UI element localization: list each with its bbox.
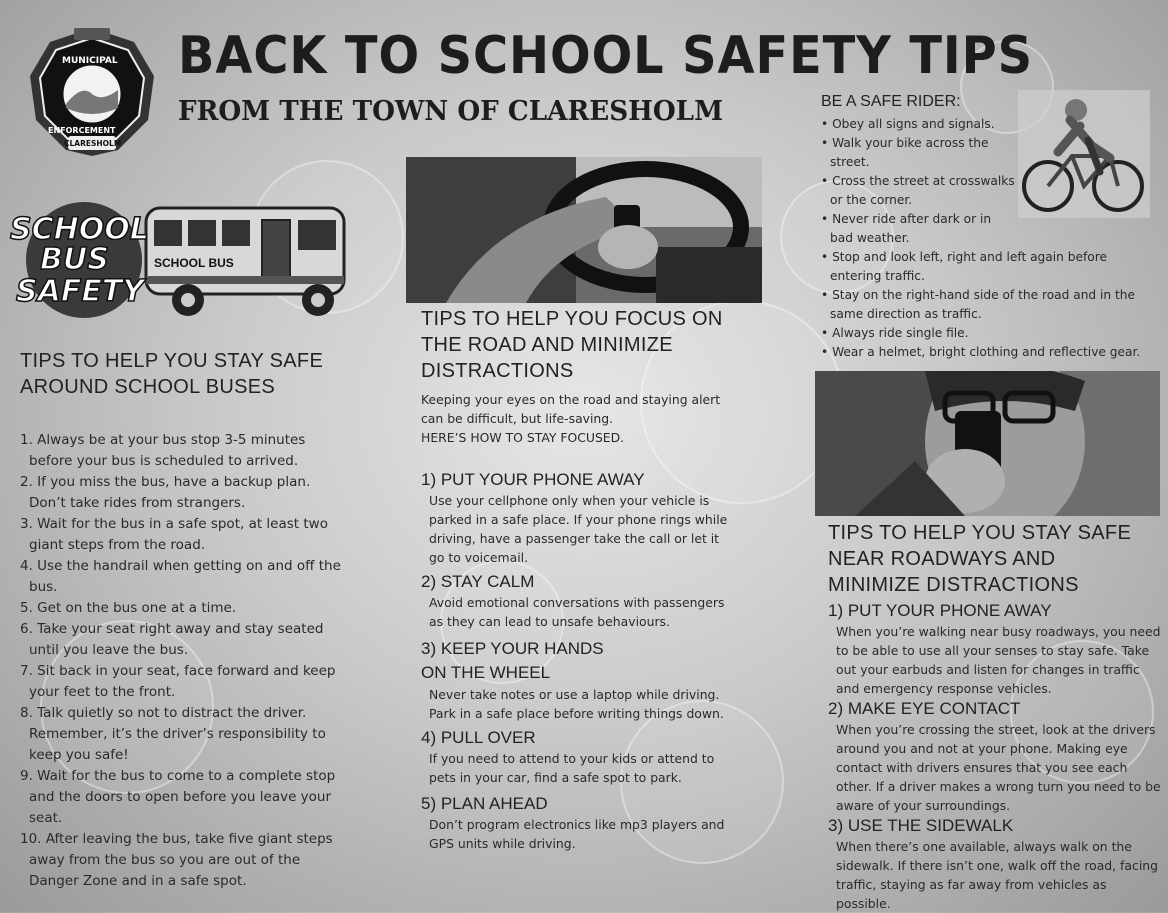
list-item: • Wear a helmet, bright clothing and reflective gear. (821, 345, 1141, 359)
bus-side-label: SCHOOL BUS (154, 256, 234, 270)
roadway-section-text: When you’re crossing the street, look at the drivers around you and not at your phone. Making eye contact with drivers ensures that you see each other. If a driver makes a wrong turn you need to be aware of your surroundings. (836, 722, 1161, 813)
crest-text-top: MUNICIPAL (62, 56, 118, 66)
list-item: 1. Always be at your bus stop 3-5 minutes before your bus is scheduled to arrived. (20, 432, 306, 469)
roadway-section-title: 2) MAKE EYE CONTACT (828, 699, 1021, 718)
list-item: 3. Wait for the bus in a safe spot, at least two giant steps from the road. (20, 516, 328, 553)
list-item: • Walk your bike across the street. (821, 136, 989, 169)
roadway-section-title: 1) PUT YOUR PHONE AWAY (828, 601, 1052, 620)
list-item: • Stop and look left, right and left again before entering traffic. (821, 250, 1107, 283)
focus-section-title: 1) PUT YOUR PHONE AWAY (421, 470, 645, 489)
list-item: • Always ride single file. (821, 326, 969, 340)
badge-line-bus: BUS (40, 242, 109, 277)
list-item: • Obey all signs and signals. (821, 117, 995, 131)
roadway-section-text: When there’s one available, always walk on the sidewalk. If there isn’t one, walk off the road, facing traffic, staying as far away from vehicles as possible. (836, 839, 1158, 911)
focus-tips-intro-caps: HERE’S HOW TO STAY FOCUSED. (421, 430, 625, 445)
focus-section-text: Use your cellphone only when your vehicle is parked in a safe place. If your phone rings while driving, have a passenger take the call or let it go to voicemail. (429, 493, 728, 565)
cyclist-illustration (1014, 86, 1154, 222)
focus-tips-intro: Keeping your eyes on the road and staying alert can be difficult, but life-saving. (421, 392, 721, 426)
list-item: 6. Take your seat right away and stay seated until you leave the bus. (20, 621, 324, 658)
list-item: 4. Use the handrail when getting on and off the bus. (20, 558, 341, 595)
school-bus-tips-heading: TIPS TO HELP YOU STAY SAFE AROUND SCHOOL BUSES (20, 350, 324, 398)
crest-text-bottom: CLARESHOLM (64, 139, 122, 148)
pedestrian-phone-photo (815, 371, 1160, 516)
focus-section-text: Don’t program electronics like mp3 players and GPS units while driving. (429, 817, 725, 851)
crest-text-middle: ENFORCEMENT (48, 126, 116, 135)
driver-phone-photo (406, 157, 762, 303)
focus-section-title: 2) STAY CALM (421, 572, 535, 591)
list-item: 5. Get on the bus one at a time. (20, 600, 237, 616)
focus-section-text: Avoid emotional conversations with passengers as they can lead to unsafe behaviours. (429, 595, 725, 629)
rider-tips-heading: BE A SAFE RIDER: (821, 93, 961, 110)
list-item: • Stay on the right-hand side of the road and in the same direction as traffic. (821, 288, 1136, 321)
focus-section-text: If you need to attend to your kids or attend to pets in your car, find a safe spot to park. (429, 751, 715, 785)
badge-line-school: SCHOOL (10, 212, 149, 247)
focus-tips-heading: TIPS TO HELP YOU FOCUS ON THE ROAD AND MINIMIZE DISTRACTIONS (421, 308, 723, 382)
roadway-tips (828, 520, 1161, 913)
badge-line-safety: SAFETY (16, 274, 144, 309)
list-item: 2. If you miss the bus, have a backup plan. Don’t take rides from strangers. (20, 474, 311, 511)
focus-section-title: 3) KEEP YOUR HANDS ON THE WHEEL (421, 639, 604, 682)
municipal-crest-logo (22, 24, 162, 160)
focus-section-text: Never take notes or use a laptop while driving. Park in a safe place before writing things down. (429, 687, 724, 721)
page-subtitle: FROM THE TOWN OF CLARESHOLM (178, 96, 724, 127)
roadway-tips-heading: TIPS TO HELP YOU STAY SAFE NEAR ROADWAYS AND MINIMIZE DISTRACTIONS (828, 522, 1132, 596)
list-item: • Never ride after dark or in bad weather. (821, 212, 992, 245)
page-title: BACK TO SCHOOL SAFETY TIPS (178, 26, 1034, 86)
list-item: • Cross the street at crosswalks or the corner. (821, 174, 1015, 207)
school-bus-graphic (6, 200, 351, 320)
roadway-section-text: When you’re walking near busy roadways, you need to be able to use all your senses to stay safe. Take out your earbuds and listen for changes in traffic and emergency response vehicles. (836, 624, 1161, 696)
roadway-section-title: 3) USE THE SIDEWALK (828, 816, 1014, 835)
focus-section-title: 4) PULL OVER (421, 728, 536, 747)
focus-section-title: 5) PLAN AHEAD (421, 794, 548, 813)
list-item: 8. Talk quietly so not to distract the driver. Remember, it’s the driver’s responsibility to keep you safe! (20, 705, 326, 763)
list-item: 7. Sit back in your seat, face forward and keep your feet to the front. (20, 663, 336, 700)
school-bus-tips-list (20, 430, 350, 892)
list-item: 9. Wait for the bus to come to a complete stop and the doors to open before you leave your seat. (20, 768, 336, 826)
list-item: 10. After leaving the bus, take five giant steps away from the bus so you are out of the Danger Zone and in a safe spot. (20, 831, 333, 889)
focus-tips (421, 306, 761, 853)
school-bus-tips (20, 348, 350, 892)
